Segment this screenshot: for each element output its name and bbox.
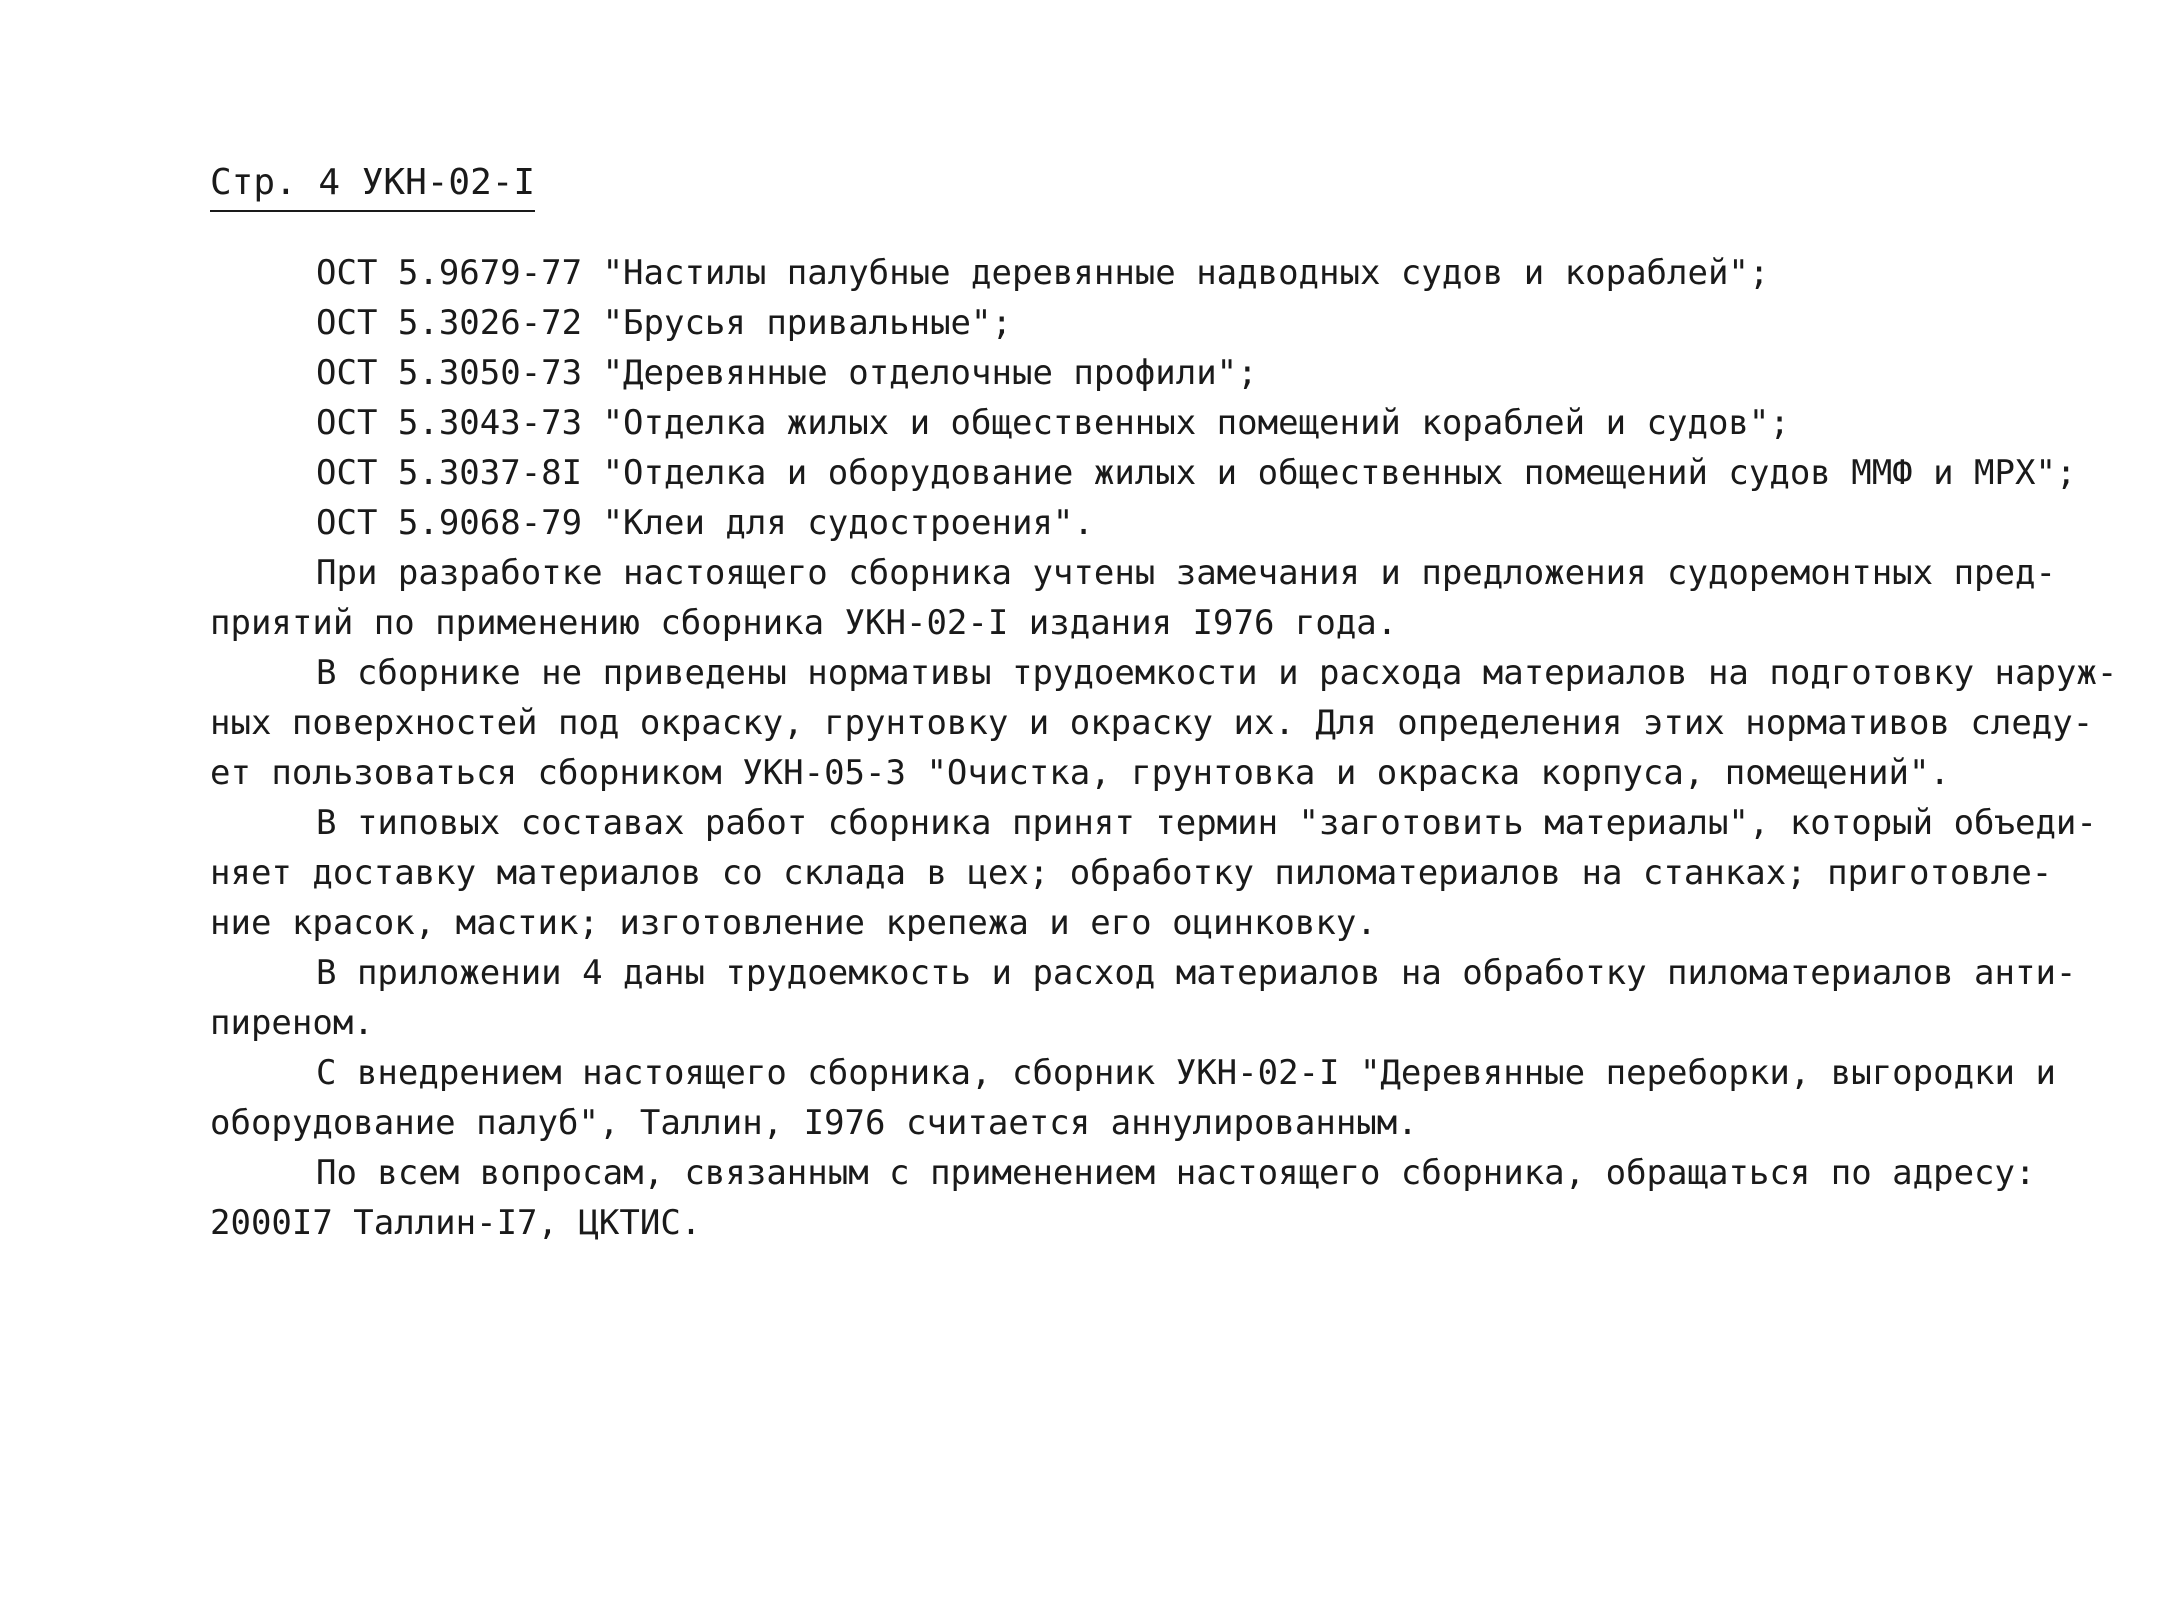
paragraph-line: оборудование палуб", Таллин, I976 считается аннулированным. — [210, 1103, 1418, 1143]
paragraph-line: няет доставку материалов со склада в цех; обработку пиломатериалов на станках; приготовле- — [210, 853, 2053, 893]
standard-item: ОСТ 5.3043-73 "Отделка жилых и общественных помещений кораблей и судов"; — [316, 403, 1790, 443]
standard-item: ОСТ 5.9068-79 "Клеи для судостроения". — [316, 503, 1094, 543]
paragraph-line: По всем вопросам, связанным с применением настоящего сборника, обращаться по адресу: — [316, 1153, 2036, 1193]
paragraph-line: При разработке настоящего сборника учтены замечания и предложения судоремонтных пред- — [316, 553, 2056, 593]
standard-item: ОСТ 5.3026-72 "Брусья привальные"; — [316, 303, 1012, 343]
paragraph-line: пиреном. — [210, 1003, 374, 1043]
paragraph-line: ет пользоваться сборником УКН-05-3 "Очистка, грунтовка и окраска корпуса, помещений". — [210, 753, 1950, 793]
document-body — [210, 248, 2118, 1248]
paragraph-line: ных поверхностей под окраску, грунтовку и окраску их. Для определения этих нормативов следу- — [210, 703, 2094, 743]
paragraph-line: В типовых составах работ сборника принят термин "заготовить материалы", который объеди- — [316, 803, 2097, 843]
paragraph-contact-address — [210, 1148, 2090, 1248]
paragraph-line: приятий по применению сборника УКН-02-I издания I976 года. — [210, 603, 1398, 643]
page-reference-header: Стр. 4 УКН-02-I — [210, 158, 535, 212]
standard-item: ОСТ 5.9679-77 "Настилы палубные деревянные надводных судов и кораблей"; — [316, 253, 1770, 293]
paragraph-excluded-norms — [210, 648, 2118, 798]
standards-list — [210, 248, 2090, 548]
paragraph-development-notes — [210, 548, 2090, 648]
paragraph-line: 2000I7 Таллин-I7, ЦКТИС. — [210, 1203, 702, 1243]
paragraph-line: В приложении 4 даны трудоемкость и расход материалов на обработку пиломатериалов анти- — [316, 953, 2077, 993]
paragraph-line: В сборнике не приведены нормативы трудоемкости и расхода материалов на подготовку наруж- — [316, 653, 2118, 693]
paragraph-appendix-note — [210, 948, 2090, 1048]
paragraph-line: ние красок, мастик; изготовление крепежа и его оцинковку. — [210, 903, 1377, 943]
standard-item: ОСТ 5.3050-73 "Деревянные отделочные профили"; — [316, 353, 1258, 393]
paragraph-annulment — [210, 1048, 2090, 1148]
standard-item: ОСТ 5.3037-8I "Отделка и оборудование жилых и общественных помещений судов ММФ и МРХ"; — [316, 453, 2077, 493]
paragraph-term-definition — [210, 798, 2097, 948]
paragraph-line: С внедрением настоящего сборника, сборник УКН-02-I "Деревянные переборки, выгородки и — [316, 1053, 2056, 1093]
